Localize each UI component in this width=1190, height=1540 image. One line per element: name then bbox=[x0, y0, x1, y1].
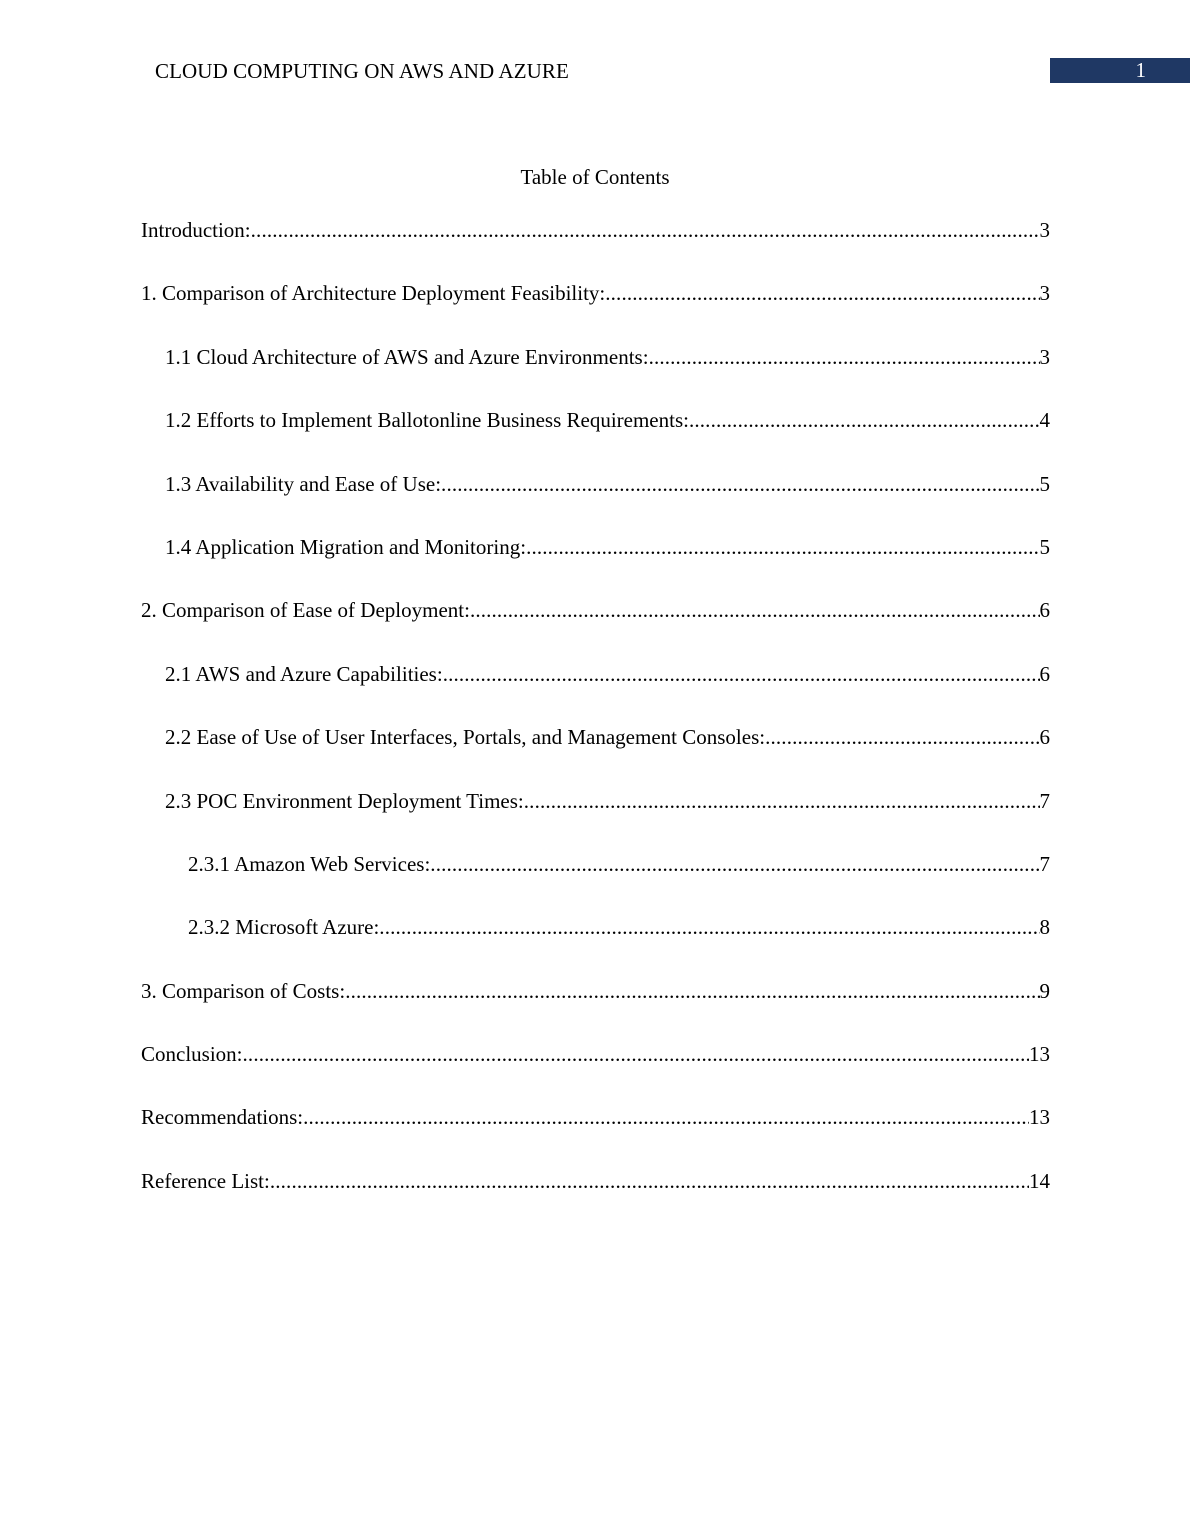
dot-leader bbox=[443, 660, 1040, 688]
toc-entry-page: 7 bbox=[1039, 851, 1050, 876]
dot-leader bbox=[526, 533, 1039, 561]
toc-entry-poc-deployment-times[interactable] bbox=[141, 787, 1050, 850]
toc-entry-label: 2.2 Ease of Use of User Interfaces, Portals, and Management Consoles: bbox=[165, 725, 766, 750]
toc-entry-label: Reference List: bbox=[141, 1168, 270, 1193]
toc-entry-label: 2.3 POC Environment Deployment Times: bbox=[165, 788, 524, 813]
toc-entry-label: Conclusion: bbox=[141, 1042, 243, 1067]
toc-entry-cloud-architecture[interactable] bbox=[141, 343, 1050, 406]
toc-entry-page: 6 bbox=[1039, 661, 1050, 686]
page-number-badge: 1 bbox=[1050, 58, 1190, 83]
toc-entry-page: 14 bbox=[1029, 1168, 1050, 1193]
toc-entry-user-interfaces[interactable] bbox=[141, 723, 1050, 786]
toc-entry-page: 6 bbox=[1039, 598, 1050, 623]
toc-entry-page: 4 bbox=[1039, 408, 1050, 433]
dot-leader bbox=[270, 1167, 1029, 1195]
toc-entry-label: 1.1 Cloud Architecture of AWS and Azure Environments: bbox=[165, 344, 649, 369]
toc-entry-page: 5 bbox=[1039, 471, 1050, 496]
toc-entry-migration-monitoring[interactable] bbox=[141, 533, 1050, 596]
dot-leader bbox=[689, 406, 1040, 434]
toc-entry-page: 3 bbox=[1039, 218, 1050, 242]
toc-entry-label: 1.2 Efforts to Implement Ballotonline Business Requirements: bbox=[165, 408, 689, 433]
toc-entry-label: 3. Comparison of Costs: bbox=[141, 978, 346, 1003]
toc-entry-architecture-feasibility[interactable] bbox=[141, 279, 1050, 342]
toc-entry-page: 7 bbox=[1039, 788, 1050, 813]
toc-entry-recommendations[interactable] bbox=[141, 1103, 1050, 1166]
toc-entry-microsoft-azure[interactable] bbox=[141, 913, 1050, 976]
toc-entry-label: 1.3 Availability and Ease of Use: bbox=[165, 471, 442, 496]
toc-entry-amazon-web-services[interactable] bbox=[141, 850, 1050, 913]
toc-entry-page: 5 bbox=[1039, 534, 1050, 559]
toc-title: Table of Contents bbox=[520, 165, 670, 189]
toc-entry-label: 1.4 Application Migration and Monitoring: bbox=[165, 534, 527, 559]
toc-entry-costs[interactable] bbox=[141, 977, 1050, 1040]
toc-entry-label: 2.3.2 Microsoft Azure: bbox=[188, 915, 380, 940]
dot-leader bbox=[430, 850, 1039, 878]
toc-list bbox=[141, 216, 1050, 1230]
toc-entry-page: 13 bbox=[1029, 1105, 1050, 1130]
toc-entry-page: 8 bbox=[1039, 915, 1050, 940]
dot-leader bbox=[470, 596, 1040, 624]
toc-entry-label: 1. Comparison of Architecture Deployment Feasibility: bbox=[141, 281, 606, 306]
dot-leader bbox=[251, 216, 1040, 244]
toc-entry-page: 3 bbox=[1039, 281, 1050, 306]
dot-leader bbox=[303, 1103, 1029, 1131]
dot-leader bbox=[605, 279, 1039, 307]
dot-leader bbox=[345, 977, 1039, 1005]
toc-entry-capabilities[interactable] bbox=[141, 660, 1050, 723]
toc-entry-page: 13 bbox=[1029, 1042, 1050, 1067]
toc-entry-availability[interactable] bbox=[141, 470, 1050, 533]
toc-entry-label: 2. Comparison of Ease of Deployment: bbox=[141, 598, 470, 623]
toc-entry-introduction[interactable] bbox=[141, 216, 1050, 279]
toc-entry-page: 3 bbox=[1039, 344, 1050, 369]
dot-leader bbox=[649, 343, 1040, 371]
dot-leader bbox=[441, 470, 1039, 498]
toc-entry-business-requirements[interactable] bbox=[141, 406, 1050, 469]
dot-leader bbox=[379, 913, 1039, 941]
dot-leader bbox=[765, 723, 1039, 751]
toc-entry-page: 6 bbox=[1039, 725, 1050, 750]
dot-leader bbox=[243, 1040, 1029, 1068]
toc-entry-label: 2.1 AWS and Azure Capabilities: bbox=[165, 661, 443, 686]
toc-entry-conclusion[interactable] bbox=[141, 1040, 1050, 1103]
toc-entry-ease-of-deployment[interactable] bbox=[141, 596, 1050, 659]
running-head-title: CLOUD COMPUTING ON AWS AND AZURE bbox=[155, 59, 569, 83]
toc-entry-label: 2.3.1 Amazon Web Services: bbox=[188, 851, 431, 876]
toc-entry-label: Recommendations: bbox=[141, 1105, 304, 1130]
dot-leader bbox=[524, 787, 1040, 815]
toc-entry-label: Introduction: bbox=[141, 218, 251, 242]
toc-entry-page: 9 bbox=[1039, 978, 1050, 1003]
toc-entry-reference-list[interactable] bbox=[141, 1167, 1050, 1230]
